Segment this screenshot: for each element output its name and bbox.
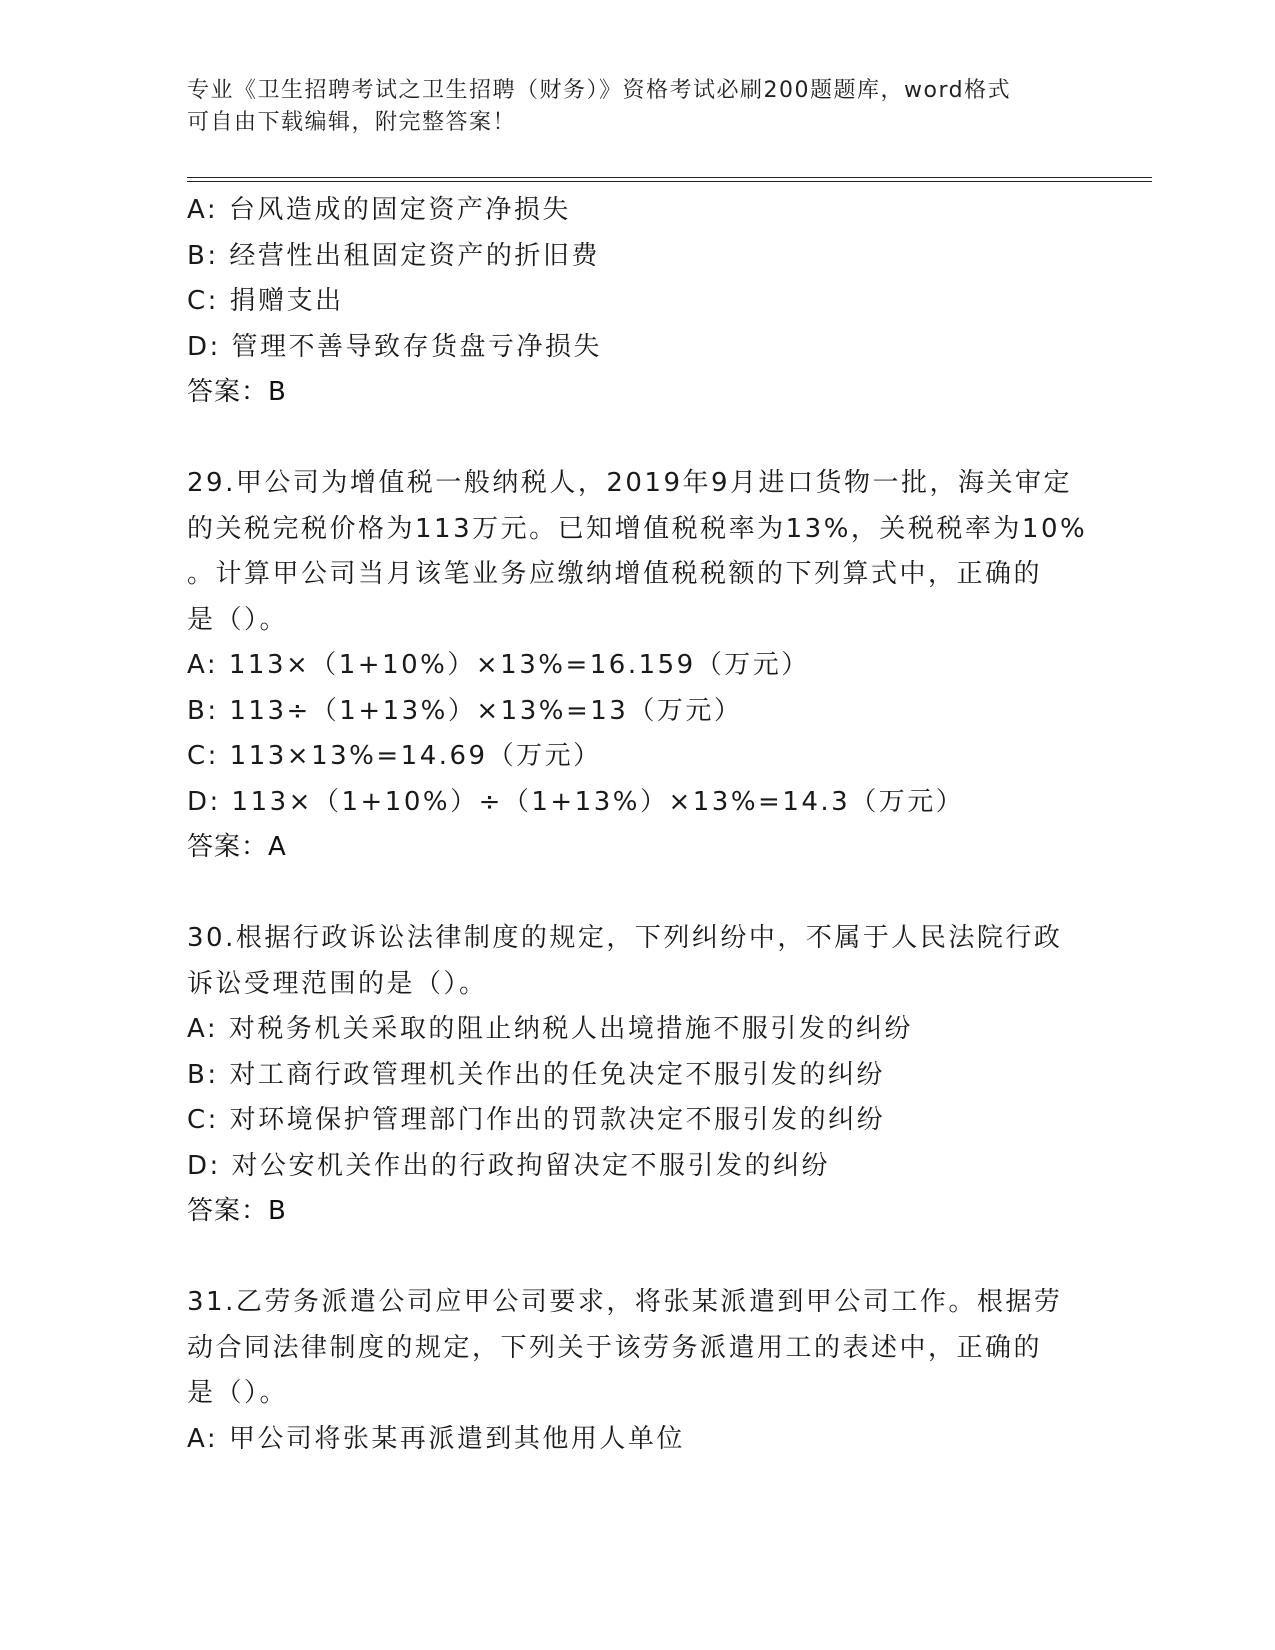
option-b: B: 对工商行政管理机关作出的任免决定不服引发的纠纷 — [187, 1059, 885, 1090]
question-text: 动合同法律制度的规定，下列关于该劳务派遣用工的表述中，正确的 — [187, 1332, 1043, 1363]
option-c: C: 113×13%=14.69（万元） — [187, 741, 602, 771]
spacer — [187, 1235, 1087, 1281]
option-c: C: 捐赠支出 — [187, 286, 344, 316]
option-d: D: 对公安机关作出的行政拘留决定不服引发的纠纷 — [187, 1150, 831, 1181]
header-line-1: 专业《卫生招聘考试之卫生招聘（财务）》资格考试必刷200题题库，word格式 — [187, 78, 1012, 103]
option-a: A: 对税务机关采取的阻止纳税人出境措施不服引发的纠纷 — [187, 1014, 913, 1044]
option-a: A: 113×（1+10%）×13%=16.159（万元） — [187, 650, 810, 680]
question-text: 31.乙劳务派遣公司应甲公司要求，将张某派遣到甲公司工作。根据劳 — [187, 1287, 1063, 1317]
option-c: C: 对环境保护管理部门作出的罚款决定不服引发的纠纷 — [187, 1105, 886, 1135]
question-text: 诉讼受理范围的是（）。 — [187, 968, 488, 999]
question-list — [187, 188, 1087, 1462]
question-text: 30.根据行政诉讼法律制度的规定，下列纠纷中，不属于人民法院行政 — [187, 923, 1063, 953]
question-text: 是（）。 — [187, 1378, 289, 1408]
spacer — [187, 416, 1087, 462]
document-header — [187, 75, 1067, 139]
option-d: D: 管理不善导致存货盘亏净损失 — [187, 331, 603, 362]
option-a: A: 甲公司将张某再派遣到其他用人单位 — [187, 1423, 685, 1454]
option-b: B: 113÷（1+13%）×13%=13（万元） — [187, 695, 743, 726]
answer: 答案：B — [187, 1196, 287, 1226]
question-28 — [187, 188, 1087, 416]
question-29 — [187, 461, 1087, 871]
option-b: B: 经营性出租固定资产的折旧费 — [187, 240, 600, 271]
header-divider — [187, 177, 1152, 182]
question-text: 的关税完税价格为113万元。已知增值税税率为13%，关税税率为10% — [187, 513, 1088, 544]
option-a: A: 台风造成的固定资产净损失 — [187, 195, 571, 225]
header-line-2: 可自由下载编辑，附完整答案！ — [187, 110, 517, 135]
spacer — [187, 871, 1087, 917]
question-text: 。计算甲公司当月该笔业务应缴纳增值税税额的下列算式中，正确的 — [187, 559, 1043, 589]
question-30 — [187, 916, 1087, 1235]
answer: 答案：A — [187, 832, 287, 862]
answer: 答案：B — [187, 377, 287, 407]
question-text: 29.甲公司为增值税一般纳税人，2019年9月进口货物一批，海关审定 — [187, 468, 1073, 498]
option-d: D: 113×（1+10%）÷（1+13%）×13%=14.3（万元） — [187, 786, 965, 817]
question-text: 是（）。 — [187, 604, 289, 635]
question-31 — [187, 1280, 1087, 1462]
